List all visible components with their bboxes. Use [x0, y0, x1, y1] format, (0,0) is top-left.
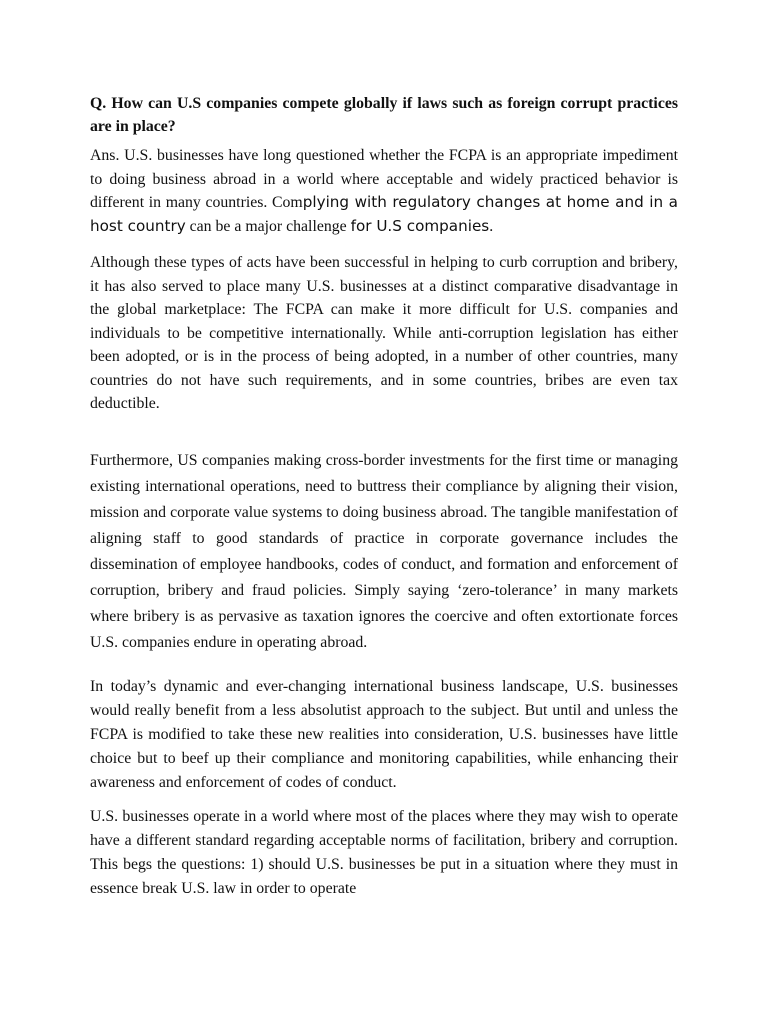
answer-text-part-5: . [489, 217, 494, 235]
body-paragraph-2: Furthermore, US companies making cross-border investments for the first time or managing existing international operations, need to buttress their compliance by aligning their vision, mission and corporate value systems to doing business abroad. The tangible manifestation of aligning staff to good standards of practice in corporate governance includes the dissemination of employee handbooks, codes of conduct, and formation and enforcement of corruption, bribery and fraud policies. Simply saying ‘zero-tolerance’ in many markets where bribery is as pervasive as taxation ignores the coercive and often extortionate forces U.S. companies endure in operating abroad. [90, 451, 678, 651]
answer-paragraph [90, 144, 678, 238]
document-page [90, 92, 678, 901]
body-paragraph-4: U.S. businesses operate in a world where most of the places where they may wish to operate have a different standard regarding acceptable norms of facilitation, bribery and corruption. This begs the questions: 1) should U.S. businesses be put in a situation where they must in essence break U.S. law in order to operate [90, 807, 678, 897]
body-paragraph-3: In today’s dynamic and ever-changing international business landscape, U.S. businesses would really benefit from a less absolutist approach to the subject. But until and unless the FCPA is modified to take these new realities into consideration, U.S. businesses have little choice but to beef up their compliance and monitoring capabilities, while enhancing their awareness and enforcement of codes of conduct. [90, 677, 678, 791]
answer-text-part-2: plying with regulatory changes at home and in a host country [90, 193, 678, 235]
body-paragraph-1: Although these types of acts have been successful in helping to curb corruption and bribery, it has also served to place many U.S. businesses at a distinct comparative disadvantage in the global marketplace: The FCPA can make it more difficult for U.S. companies and individuals to be competitive internationally. While anti-corruption legislation has either been adopted, or is in the process of being adopted, in a number of other countries, many countries do not have such requirements, and in some countries, bribes are even tax deductible. [90, 254, 678, 412]
answer-text-part-3: can be a major challenge [185, 217, 351, 235]
question-heading: Q. How can U.S companies compete globally if laws such as foreign corrupt practices are in place? [90, 95, 678, 135]
answer-text-part-4: for U.S companies [350, 216, 490, 235]
answer-text-part-1: Ans. U.S. businesses have long questioned whether the FCPA is an appropriate impediment to doing business abroad in a world where acceptable and widely practiced behavior is different in many countries. Com [90, 147, 678, 211]
